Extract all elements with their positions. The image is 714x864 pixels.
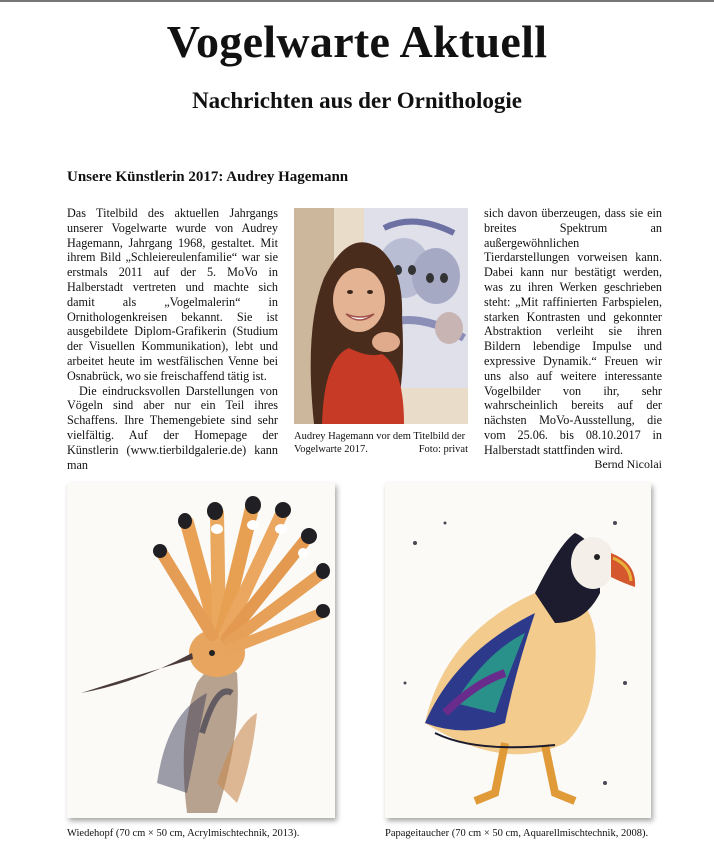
photo-credit: Foto: privat: [418, 444, 468, 455]
artwork-hoopoe: [67, 483, 335, 818]
article-author: Bernd Nicolai: [594, 457, 662, 471]
paragraph: Das Titelbild des aktuellen Jahrgangs unserer Vogelwarte wurde von Audrey Hagemann, Jahrgang 1968, gestaltet. Mit ihrem Bild „Schleiereulenfamilie“ war sie erstmals 2011 auf der 5. MoVo in Halberstadt vertreten und machte sich damit als „Vogelmalerin“ in Ornithologenkreisen bekannt. Sie ist ausgebildete Diplom-Grafikerin (Studium der Visuellen Kommunikation), lebt und arbeitet heute im westfälischen Venne bei Osnabrück, wo sie freischaffend tätig ist.: [67, 206, 278, 383]
artwork-puffin: [385, 483, 651, 818]
artist-photo: [294, 208, 468, 424]
top-rule: [0, 0, 714, 2]
artwork-caption: Papageitaucher (70 cm × 50 cm, Aquarellmischtechnik, 2008).: [385, 828, 649, 839]
article-column-right: [484, 206, 662, 458]
article-column-left: [67, 206, 278, 472]
page-subtitle: Nachrichten aus der Ornithologie: [192, 88, 522, 113]
article-heading: Unsere Künstlerin 2017: Audrey Hagemann: [67, 169, 349, 185]
photo-caption-text: Audrey Hagemann vor dem Titelbild der Vogelwarte 2017.: [294, 431, 466, 455]
paragraph: sich davon überzeugen, dass sie ein breites Spektrum an außergewöhnlichen Tierdarstellungen vorweisen kann. Dabei kann nur bestätigt werden, was zu ihren Werken geschrieben steht: „Mit raffinierten Farbspielen, starken Kontrasten und gekonnter Abstraktion verleiht sie ihren Bildern lebendige Impulse und expressive Dynamik.“ Freuen wir uns also auf weitere interessante Vogelbilder von ihr, sehr wahrscheinlich bereits auf der nächsten MoVo-Ausstellung, die vom 25.06. bis 08.10.2017 in Halberstadt stattfinden wird.: [484, 206, 662, 457]
page-title: Vogelwarte Aktuell: [166, 16, 548, 67]
artwork-caption: Wiedehopf (70 cm × 50 cm, Acrylmischtechnik, 2013).: [67, 828, 300, 839]
paragraph: Die eindrucksvollen Darstellungen von Vögeln sind aber nur ein Teil ihres Schaffens. Ihre Themengebiete sind sehr vielfältig. Auf der Homepage der Künstlerin (www.tierbildgalerie.de) kann man: [67, 383, 278, 472]
photo-caption: [294, 430, 468, 456]
